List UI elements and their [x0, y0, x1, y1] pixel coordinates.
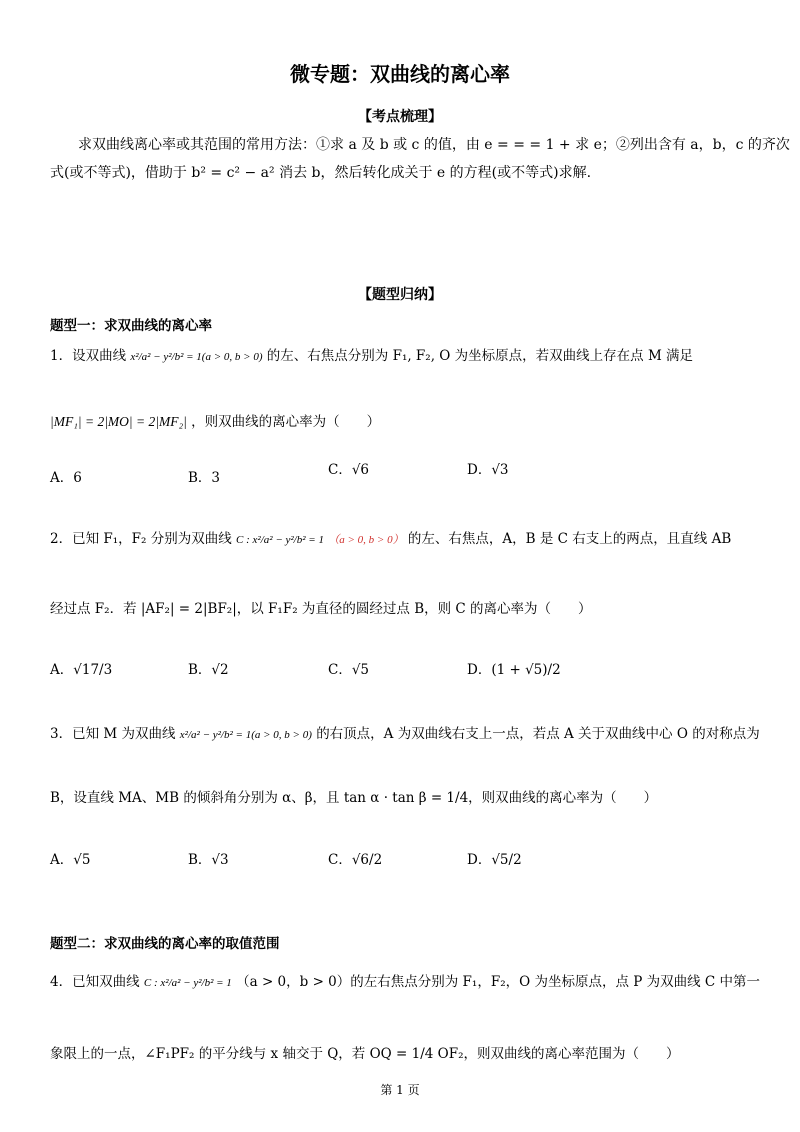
section-heading-question-types: 【题型归纳】 — [358, 287, 442, 303]
question-2-line-2: 经过点 F₂．若 |AF₂| = 2|BF₂|，以 F₁F₂ 为直径的圆经过点 B，则 C 的离心率为（ ） — [50, 601, 592, 617]
section-heading-key-points: 【考点梳理】 — [358, 109, 442, 125]
q3-equation: x²/a² − y²/b² = 1(a > 0, b > 0) — [179, 729, 312, 741]
q1-option-d: D．√3 — [467, 462, 509, 478]
question-type-1-heading: 题型一：求双曲线的离心率 — [50, 318, 212, 334]
question-1-line-1 — [50, 344, 693, 364]
q1-option-a: A．6 — [50, 470, 82, 486]
q1-statement: 的左、右焦点分别为 F₁, F₂, O 为坐标原点，若双曲线上存在点 M 满足 — [266, 348, 694, 364]
q2-equation: C : x²/a² − y²/b² = 1 — [236, 534, 324, 546]
question-4-line-1 — [50, 970, 760, 990]
q2-intro: 2．已知 F₁，F₂ 分别为双曲线 — [50, 531, 232, 547]
q2-condition-red: （a > 0, b > 0） — [328, 534, 404, 546]
page-title: 微专题：双曲线的离心率 — [290, 62, 510, 86]
q1-question: ，则双曲线的离心率为（ ） — [191, 414, 381, 430]
q2-option-d: D．(1 + √5)/2 — [467, 662, 561, 678]
q1-option-b: B．3 — [188, 470, 221, 486]
q2-option-c: C．√5 — [328, 662, 370, 678]
q3-intro: 3．已知 M 为双曲线 — [50, 726, 176, 742]
q4-statement: （a > 0，b > 0）的左右焦点分别为 F₁，F₂，O 为坐标原点，点 P 为双曲线 C 中第一 — [236, 974, 761, 990]
q1-option-c: C．√6 — [328, 462, 370, 478]
q3-option-d: D．√5/2 — [467, 852, 522, 868]
q3-option-b: B．√3 — [188, 852, 229, 868]
summary-line-2: 式(或不等式)，借助于 b² = c² − a² 消去 b，然后转化成关于 e 的方程(或不等式)求解. — [50, 165, 592, 181]
q3-option-a: A．√5 — [50, 852, 91, 868]
page-number: 第 1 页 — [380, 1083, 420, 1097]
question-4-line-2: 象限上的一点，∠F₁PF₂ 的平分线与 x 轴交于 Q，若 OQ = 1/4 OF₂，则双曲线的离心率范围为（ ） — [50, 1046, 680, 1062]
summary-line-1 — [78, 130, 790, 160]
q1-intro: 1．设双曲线 — [50, 348, 127, 364]
q3-statement: 的右顶点，A 为双曲线右支上一点，若点 A 关于双曲线中心 O 的对称点为 — [316, 726, 760, 742]
q3-option-c: C．√6/2 — [328, 852, 383, 868]
q2-statement: 的左、右焦点，A，B 是 C 右支上的两点，且直线 AB — [407, 531, 732, 547]
q2-option-a: A．√17/3 — [50, 662, 113, 678]
question-3-line-2: B，设直线 MA、MB 的倾斜角分别为 α、β，且 tan α · tan β = 1/4，则双曲线的离心率为（ ） — [50, 790, 658, 806]
q1-condition: |MF₁| = 2|MO| = 2|MF₂| — [50, 414, 187, 429]
question-3-line-1 — [50, 722, 760, 742]
q2-option-b: B．√2 — [188, 662, 229, 678]
summary-line-1-text: 求双曲线离心率或其范围的常用方法：①求 a 及 b 或 c 的值，由 e = = = 1 + 求 e；②列出含有 a，b，c 的齐次 — [78, 137, 790, 153]
question-1-line-2 — [50, 410, 380, 430]
q4-equation: C : x²/a² − y²/b² = 1 — [143, 977, 232, 989]
q4-intro: 4．已知双曲线 — [50, 974, 140, 990]
question-2-line-1 — [50, 527, 731, 547]
q1-equation: x²/a² − y²/b² = 1(a > 0, b > 0) — [130, 351, 263, 363]
question-type-2-heading: 题型二：求双曲线的离心率的取值范围 — [50, 936, 280, 952]
